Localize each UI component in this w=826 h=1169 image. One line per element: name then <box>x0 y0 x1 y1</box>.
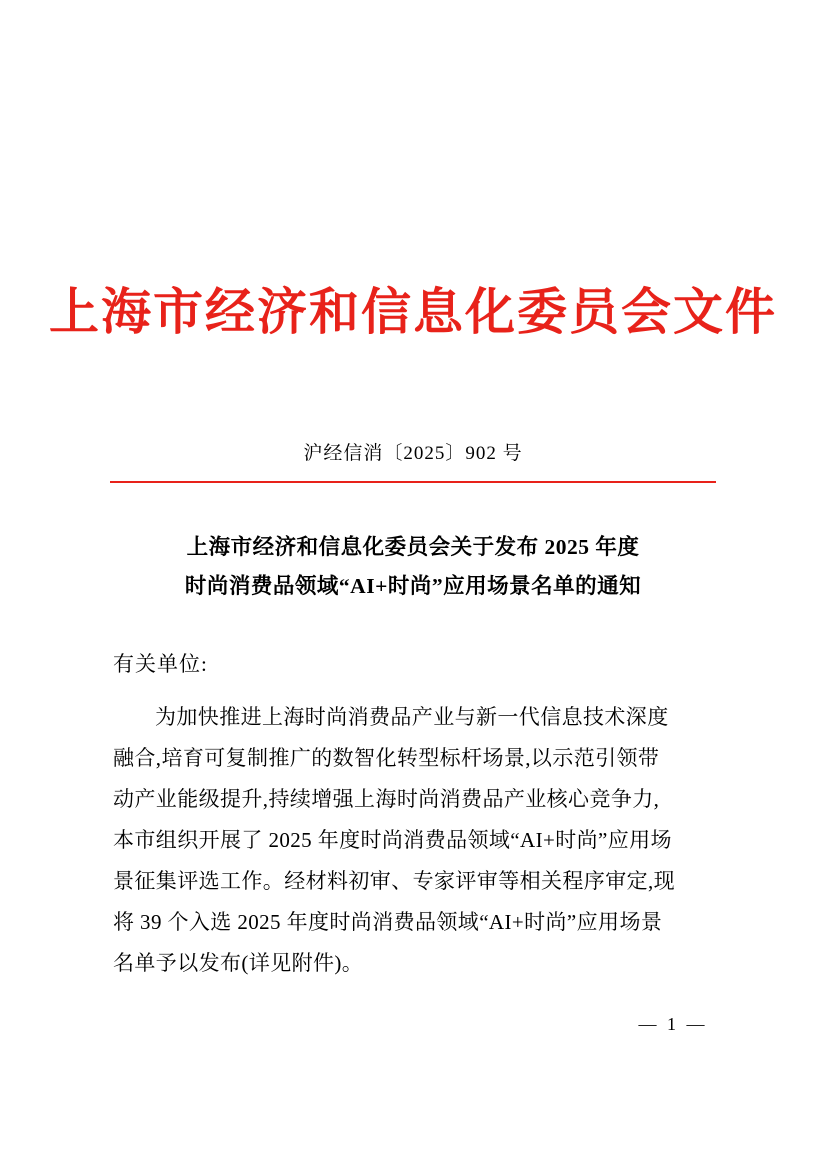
body-paragraph <box>113 697 717 984</box>
body-line-6: 将 39 个入选 2025 年度时尚消费品领域“AI+时尚”应用场景 <box>113 910 663 934</box>
body-line-7: 名单予以发布(详见附件)。 <box>113 951 364 975</box>
masthead <box>0 282 826 342</box>
headline-line-2: 时尚消费品领域“AI+时尚”应用场景名单的通知 <box>184 574 642 598</box>
body-line-1: 为加快推进上海时尚消费品产业与新一代信息技术深度 <box>155 705 669 729</box>
salutation: 有关单位: <box>113 652 208 676</box>
body-line-2: 融合,培育可复制推广的数智化转型标杆场景,以示范引领带 <box>113 746 660 770</box>
masthead-title: 上海市经济和信息化委员会文件 <box>49 284 777 340</box>
headline-line-1: 上海市经济和信息化委员会关于发布 2025 年度 <box>186 535 640 559</box>
document-headline <box>113 528 713 606</box>
red-separator-rule <box>110 481 716 483</box>
page-number: — 1 — <box>638 1014 708 1034</box>
body-line-5: 景征集评选工作。经材料初审、专家评审等相关程序审定,现 <box>113 869 676 893</box>
page-footer <box>0 1014 826 1035</box>
body-line-4: 本市组织开展了 2025 年度时尚消费品领域“AI+时尚”应用场 <box>113 828 672 852</box>
body-line-3: 动产业能级提升,持续增强上海时尚消费品产业核心竞争力, <box>113 787 660 811</box>
document-number: 沪经信消〔2025〕902 号 <box>303 443 523 464</box>
